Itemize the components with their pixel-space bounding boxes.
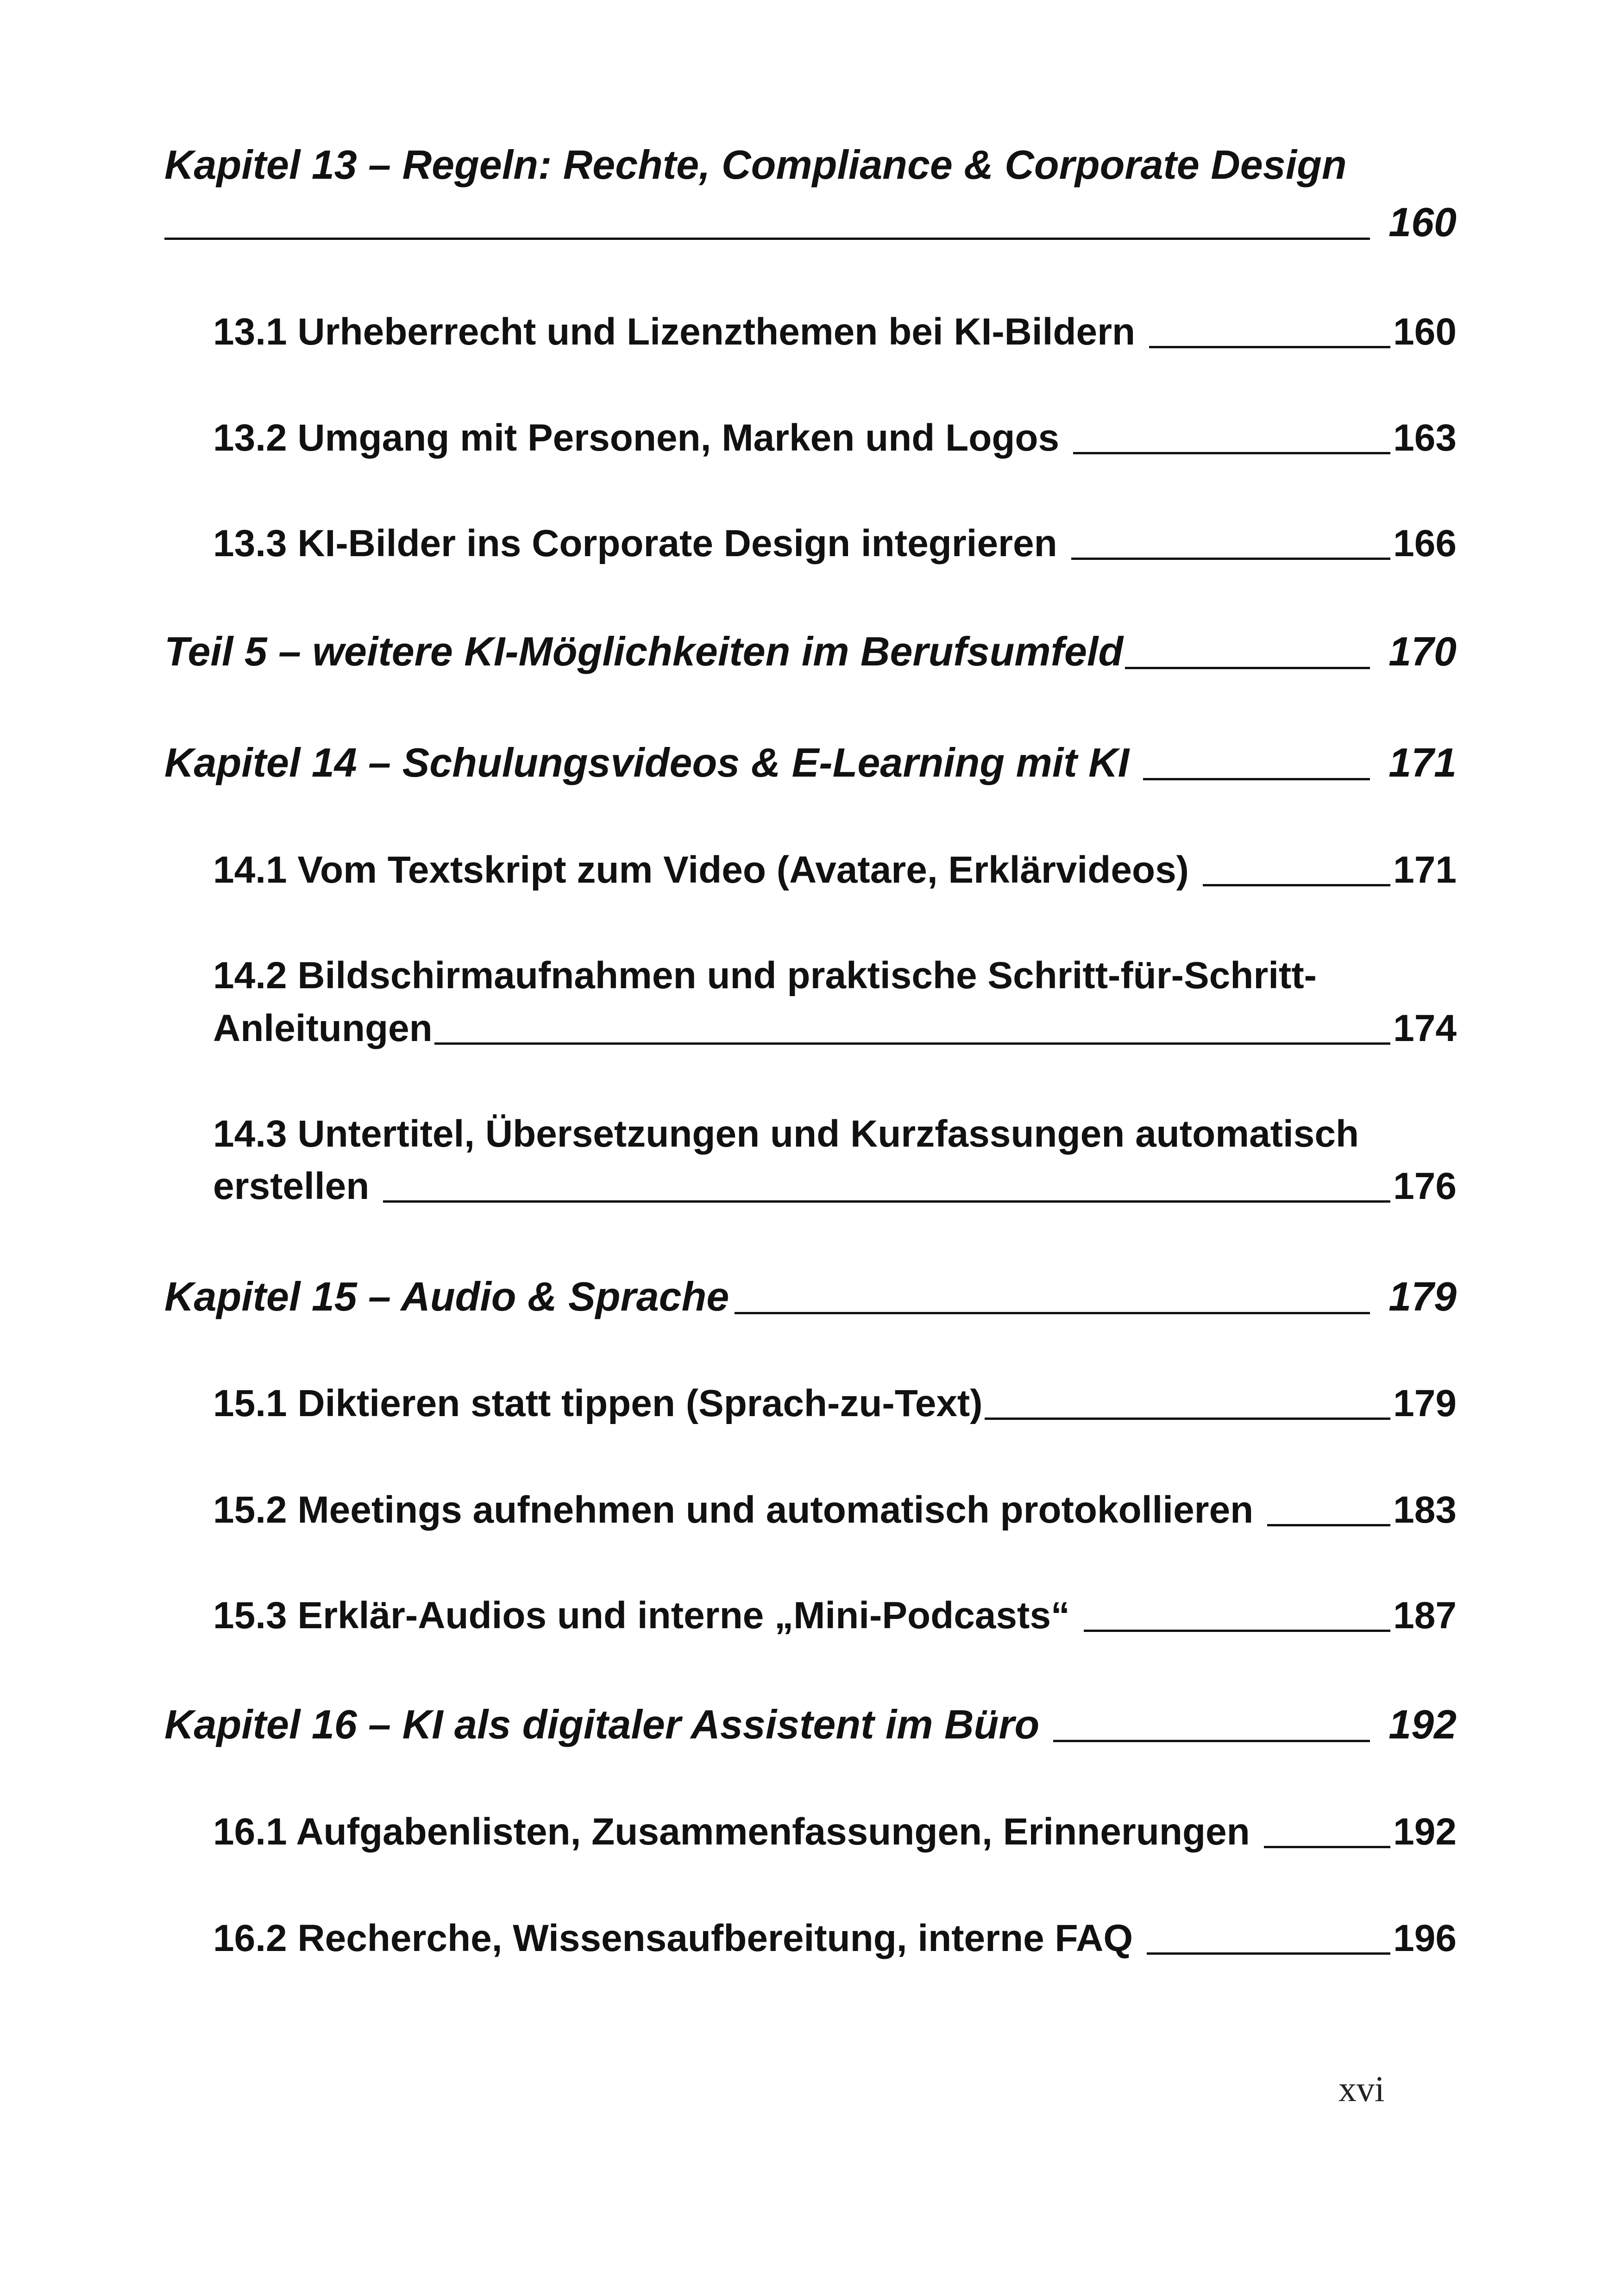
toc-section-title: 15.3 Erklär-Audios und interne „Mini-Podcasts“	[213, 1594, 1070, 1637]
page-number: xvi	[1338, 2069, 1385, 2109]
toc-page-number: 179	[1389, 1273, 1457, 1319]
dot-leader	[1143, 778, 1370, 780]
toc-section-title: 16.1 Aufgabenlisten, Zusammenfassungen, Erinnerungen	[213, 1811, 1250, 1853]
toc-section-title: 15.1 Diktieren statt tippen (Sprach-zu-Text)	[213, 1382, 983, 1424]
toc-section-title: 13.3 KI-Bilder ins Corporate Design integrieren	[213, 522, 1057, 565]
toc-section-13-2[interactable]	[213, 419, 1457, 457]
toc-page-number: 187	[1393, 1594, 1457, 1637]
toc-page-number: 174	[1393, 1007, 1457, 1049]
dot-leader	[985, 1418, 1391, 1420]
toc-section-14-2-line1[interactable]: 14.2 Bildschirmaufnahmen und praktische Schritt-für-Schritt-	[213, 954, 1317, 997]
toc-section-13-3[interactable]	[213, 522, 1457, 565]
dot-leader	[1073, 452, 1390, 454]
toc-section-14-1[interactable]	[213, 851, 1457, 889]
dot-leader	[1084, 1630, 1390, 1632]
toc-chapter-title: Kapitel 16 – KI als digitaler Assistent im Büro	[164, 1701, 1040, 1747]
toc-section-16-1[interactable]	[213, 1813, 1457, 1851]
toc-section-15-3[interactable]	[213, 1594, 1457, 1637]
toc-page-number: 166	[1393, 522, 1457, 565]
dot-leader	[1071, 558, 1391, 560]
dot-leader	[735, 1312, 1370, 1314]
toc-page-number: 192	[1389, 1701, 1457, 1747]
dot-leader	[434, 1042, 1390, 1045]
toc-page-number: 171	[1389, 740, 1457, 785]
toc-page-number: 196	[1393, 1917, 1457, 1959]
toc-page-number: 176	[1393, 1165, 1457, 1207]
toc-chapter-title: Kapitel 15 – Audio & Sprache	[164, 1273, 729, 1319]
toc-chapter-13-title[interactable]: Kapitel 13 – Regeln: Rechte, Compliance & Corporate Design	[164, 142, 1347, 188]
toc-section-title-cont: erstellen	[213, 1165, 370, 1207]
toc-section-title-cont: Anleitungen	[213, 1007, 433, 1049]
toc-page-number: 183	[1393, 1489, 1457, 1531]
toc-section-14-3[interactable]	[213, 1167, 1457, 1205]
toc-part-5[interactable]	[164, 628, 1457, 674]
dot-leader	[1203, 884, 1390, 886]
toc-section-14-2[interactable]	[213, 1007, 1457, 1049]
toc-chapter-15[interactable]	[164, 1273, 1457, 1319]
toc-page-number: 160	[1389, 199, 1457, 245]
toc-chapter-title: Kapitel 14 – Schulungsvideos & E-Learning mit KI	[164, 740, 1130, 785]
toc-section-15-1[interactable]	[213, 1382, 1457, 1424]
dot-leader	[383, 1200, 1390, 1203]
dot-leader	[1147, 1952, 1390, 1955]
toc-section-title: 14.1 Vom Textskript zum Video (Avatare, Erklärvideos)	[213, 849, 1189, 891]
toc-section-title: 13.1 Urheberrecht und Lizenzthemen bei KI-Bildern	[213, 311, 1136, 353]
dot-leader	[1149, 346, 1390, 348]
toc-chapter-13-page-line[interactable]	[164, 199, 1457, 245]
toc-section-title: 13.2 Umgang mit Personen, Marken und Logos	[213, 417, 1060, 459]
toc-page-number: 192	[1393, 1811, 1457, 1853]
toc-chapter-14[interactable]	[164, 742, 1457, 783]
toc-page-number: 170	[1389, 628, 1457, 674]
toc-section-13-1[interactable]	[213, 313, 1457, 351]
toc-page-number: 179	[1393, 1382, 1457, 1424]
toc-section-title: 15.2 Meetings aufnehmen und automatisch protokollieren	[213, 1489, 1254, 1531]
dot-leader	[1264, 1846, 1390, 1848]
toc-page-number: 163	[1393, 417, 1457, 459]
dot-leader	[1125, 667, 1370, 669]
dot-leader	[164, 238, 1370, 240]
toc-section-16-2[interactable]	[213, 1917, 1457, 1959]
toc-page-number: 171	[1393, 849, 1457, 891]
toc-section-title: 16.2 Recherche, Wissensaufbereitung, interne FAQ	[213, 1917, 1133, 1959]
toc-chapter-16[interactable]	[164, 1701, 1457, 1747]
dot-leader	[1053, 1740, 1370, 1742]
toc-part-title: Teil 5 – weitere KI-Möglichkeiten im Berufsumfeld	[164, 628, 1124, 674]
toc-page-number: 160	[1393, 311, 1457, 353]
dot-leader	[1267, 1524, 1390, 1526]
toc-section-14-3-line1[interactable]: 14.3 Untertitel, Übersetzungen und Kurzfassungen automatisch	[213, 1113, 1359, 1155]
toc-section-15-2[interactable]	[213, 1491, 1457, 1529]
